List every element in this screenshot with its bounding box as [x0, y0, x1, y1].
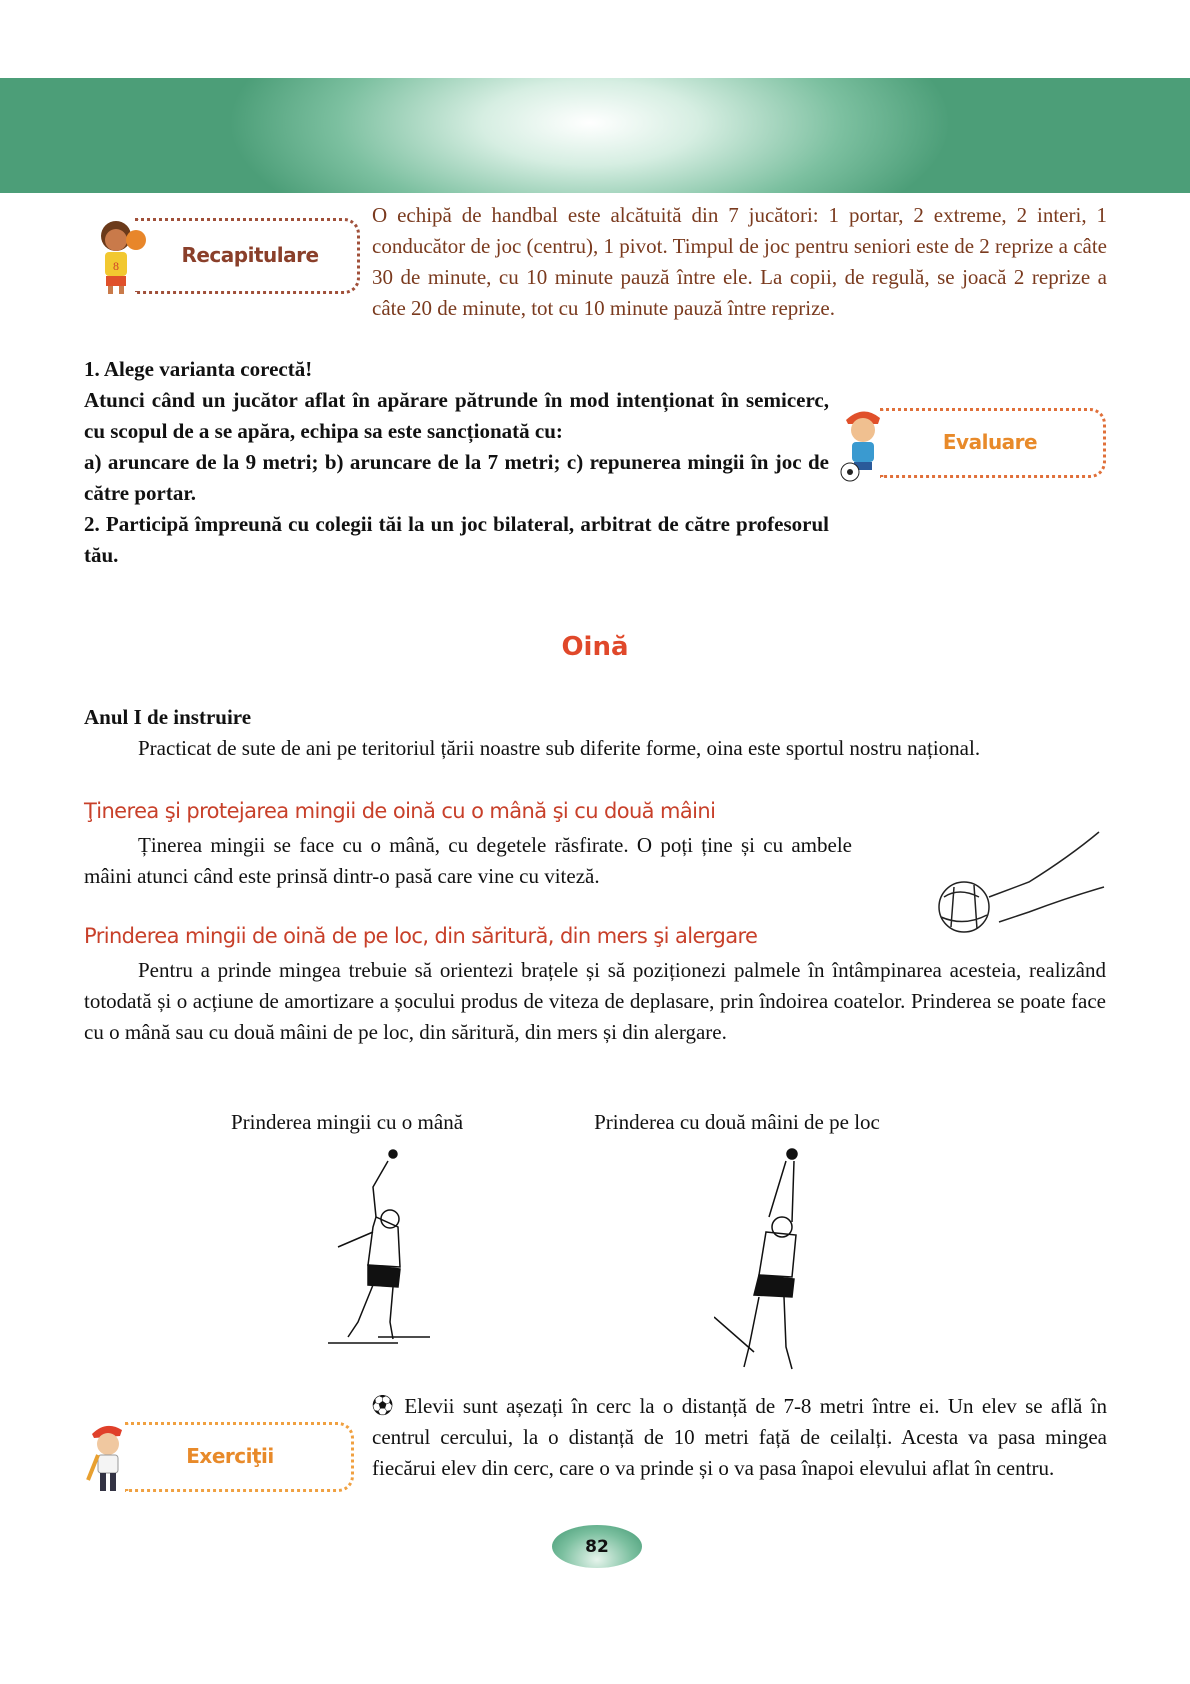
subsection-1-heading: Ţinerea şi protejarea mingii de oină cu o mână şi cu două mâini — [84, 799, 716, 823]
subsection-1-text: Ținerea mingii se face cu o mână, cu degetele răsfirate. O poți ține și cu ambele mâini atunci când este prinsă dintr-o pasă care vine cu viteză. — [84, 833, 852, 888]
subsection-2-text: Pentru a prinde mingea trebuie să orientezi brațele și să poziționezi palmele în întâmpinarea acesteia, realizând totodată și o acțiune de amortizare a șocului produs de viteza de deplasare, prin îndoirea coatelor. Prinderea se poate face cu o mână sau cu două mâini de pe loc, din săritură, din mers și din alergare. — [84, 958, 1106, 1044]
exercitii-text — [372, 1391, 1107, 1484]
question-1-options: a) aruncare de la 9 metri; b) aruncare de la 7 metri; c) repunerea mingii în joc de către portar. — [84, 450, 829, 505]
section-title: Oină — [561, 632, 629, 662]
figure-left-caption: Prinderea mingii cu o mână — [230, 1110, 464, 1134]
section-intro: Practicat de sute de ani pe teritoriul țării noastre sub diferite forme, oina este sportul nostru național. — [138, 736, 981, 760]
header-band — [0, 78, 1190, 193]
exercitii-label: Exerciţii — [186, 1444, 274, 1468]
question-1-text: Atunci când un jucător aflat în apărare pătrunde în mod intenționat în semicerc, cu scopul de a se apăra, echipa sa este sancționată cu: — [84, 388, 829, 443]
page-number: 82 — [585, 1536, 609, 1557]
evaluare-label: Evaluare — [942, 430, 1038, 454]
question-1-title: 1. Alege varianta corectă! — [84, 357, 313, 381]
figure-right-caption: Prinderea cu două mâini de pe loc — [594, 1110, 880, 1134]
two-hand-catch-illustration — [714, 1147, 806, 1375]
page-number-badge — [552, 1525, 642, 1568]
svg-text:8: 8 — [113, 259, 119, 273]
recap-label: Recapitulare — [181, 243, 319, 267]
hand-holding-ball-illustration — [929, 827, 1107, 945]
subsection-2-heading: Prinderea mingii de oină de pe loc, din săritură, din mers şi alergare — [84, 924, 758, 948]
exercitii-text-body: Elevii sunt așezați în cerc la o distanță de 7-8 metri între ei. Un elev se află în centrul cercului, la o distanță de 10 metri față de ceilalți. Acesta va pasa mingea fiecărui elev din cerc, care o va prinde și o va pasa înapoi elevului aflat în centru. — [372, 1394, 1107, 1480]
one-hand-catch-illustration — [328, 1147, 430, 1348]
soccer-ball-icon: ⚽︎ — [372, 1394, 405, 1418]
recap-text: O echipă de handbal este alcătuită din 7 jucători: 1 portar, 2 extreme, 2 interi, 1 conducător de joc (centru), 1 pivot. Timpul de joc pentru seniori este de 2 reprize a câte 30 de minute, cu 10 minute pauză între ele. La copii, de regulă, se joacă 2 reprize a câte 20 de minute, tot cu 10 minute pauză între reprize. — [372, 203, 1107, 320]
year-label: Anul I de instruire — [84, 705, 252, 729]
question-2: 2. Participă împreună cu colegii tăi la un joc bilateral, arbitrat de către profesorul tău. — [84, 512, 829, 567]
